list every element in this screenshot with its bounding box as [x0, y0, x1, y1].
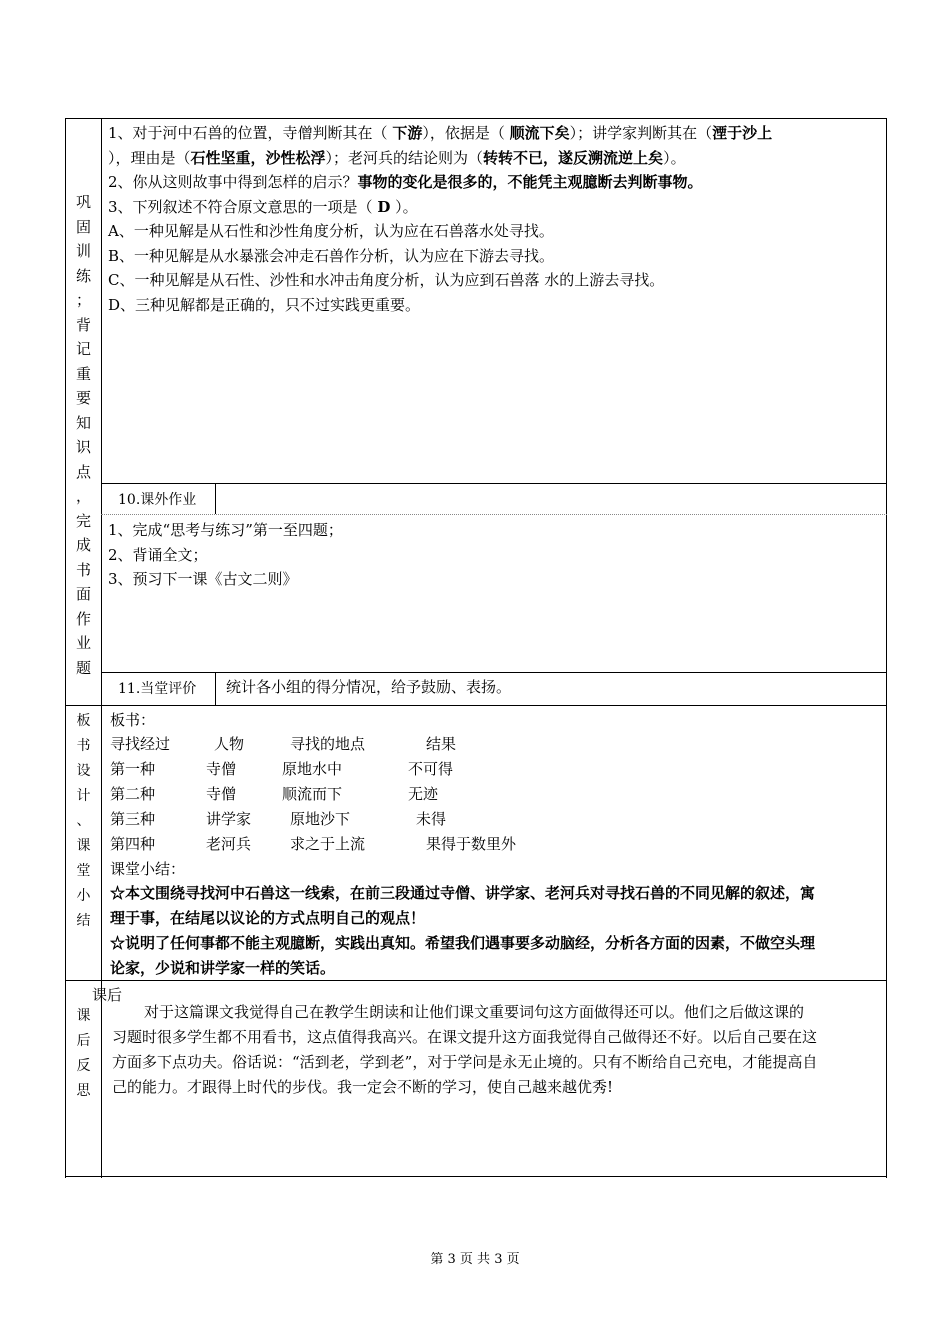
board-cell: 第二种 [110, 785, 156, 803]
label-column-divider [101, 118, 102, 1178]
board-cell: 第四种 [110, 835, 156, 853]
table-top-border [65, 118, 887, 119]
board-cell: 求之于上流 [290, 835, 366, 853]
reflection-label-char: 课 [76, 1008, 91, 1024]
section1-label-char: 题 [75, 658, 91, 677]
option-b: B、一种见解是从水暴涨会冲走石兽作分析，认为应在下游去寻找。 [108, 246, 555, 265]
homework-item: 3、预习下一课《古文二则》 [108, 570, 298, 588]
board-label-char: 堂 [76, 862, 91, 879]
board-label-char: 计 [76, 787, 91, 804]
board-row [110, 807, 610, 832]
board-cell: 无迹 [408, 785, 439, 803]
board-header-cell: 结果 [426, 735, 457, 753]
section1-label-char: 固 [75, 217, 91, 236]
answer-scholar: 湮于沙上 [712, 124, 773, 142]
summary-2-line-1: ☆说明了任何事都不能主观臆断，实践出真知。希望我们遇事要多动脑经，分析各方面的因素，不做空头理 [110, 934, 816, 952]
board-cell: 原地水中 [282, 760, 343, 778]
board-cell: 顺流而下 [282, 785, 343, 803]
section1-label-char: 背 [75, 315, 91, 334]
section1-label [66, 180, 101, 690]
homework-label: 10.课外作业 [118, 492, 197, 508]
answer-downstream: 下游 [392, 124, 423, 142]
section1-label-char: 面 [75, 585, 91, 603]
section1-label-char: 要 [75, 389, 91, 407]
answer-scholar-reason: 石性坚重，沙性松浮 [190, 148, 326, 167]
board-cell: 寺僧 [206, 760, 237, 778]
reflection-label [66, 1004, 101, 1104]
board-label-char: 板 [76, 712, 91, 729]
board-row [110, 782, 610, 807]
board-label-char: 设 [76, 762, 91, 779]
evaluation-text: 统计各小组的得分情况，给予鼓励、表扬。 [226, 678, 512, 696]
question-2: 2、你从这则故事中得到怎样的启示？事物的变化是很多的，不能凭主观臆断去判断事物。 [108, 173, 703, 191]
board-cell: 讲学家 [206, 810, 252, 828]
evaluation-row-top [101, 672, 887, 673]
evaluation-label: 11.当堂评价 [118, 681, 197, 697]
homework-item: 2、背诵全文； [108, 545, 208, 564]
board-cell: 原地沙下 [290, 810, 351, 828]
exercise-block [108, 121, 882, 317]
board-header-cell: 寻找的地点 [290, 735, 366, 753]
summary-2-line-2: 论家，少说和讲学家一样的笑话。 [110, 959, 336, 977]
reflection-label-char: 反 [76, 1058, 91, 1074]
section1-label-char: ； [75, 291, 91, 309]
section1-label-char: 练 [75, 266, 91, 285]
reflection-line: 习题时很多学生都不用看书，这点值得我高兴。在课文提升这方面我觉得自己做得还不好。以后自己要在这 [112, 1028, 818, 1046]
summary-1-line-1: ☆本文围绕寻找河中石兽这一线索，在前三段通过寺僧、讲学家、老河兵对寻找石兽的不同见解的叙述，寓 [110, 884, 816, 902]
section1-label-char: 作 [75, 609, 91, 628]
page-footer: 第 3 页 共 3 页 [430, 1252, 520, 1267]
board-header-row [110, 732, 610, 757]
board-label-char: 结 [76, 912, 91, 929]
board-cell: 寺僧 [206, 785, 237, 803]
homework-list [108, 518, 343, 592]
board-row [110, 832, 610, 857]
reflection-heading: 课后 [92, 986, 123, 1004]
board-cell: 未得 [416, 810, 447, 828]
evaluation-label-divider [215, 672, 216, 705]
board-label-char: 课 [76, 837, 91, 854]
table-right-border [886, 118, 887, 1178]
summary-title: 课堂小结： [110, 860, 186, 878]
section1-label-char: 完 [75, 511, 91, 530]
homework-row-bottom [101, 514, 887, 515]
homework-item: 1、完成“思考与练习”第一至四题； [108, 521, 343, 539]
homework-row-top [101, 483, 887, 484]
row-divider-board [65, 705, 887, 706]
section1-label-char: ， [75, 487, 91, 505]
table-bottom-border [65, 1176, 887, 1177]
section1-label-char: 知 [75, 413, 91, 432]
answer-soldier: 转转不已，遂反溯流逆上矣 [483, 148, 664, 167]
answer-choice: D [377, 197, 391, 216]
board-header-cell: 寻找经过 [110, 735, 171, 753]
board-label-char: 小 [76, 887, 91, 904]
board-header-cell: 人物 [214, 735, 245, 753]
option-a: A、一种见解是从石性和沙性角度分析，认为应在石兽落水处寻找。 [108, 222, 554, 240]
board-cell: 第三种 [110, 810, 156, 828]
question-1-line-2: ），理由是（石性坚重，沙性松浮）；老河兵的结论则为（转转不已，遂反溯流逆上矣）。 [108, 148, 686, 167]
reflection-line: 方面多下点功夫。俗话说：“活到老，学到老”，对于学问是永无止境的。只有不断给自己充电，才能提高自 [112, 1053, 818, 1071]
answer-reason: 顺流下矣 [509, 124, 570, 142]
board-cell: 第一种 [110, 760, 156, 778]
section1-label-char: 书 [75, 560, 91, 579]
section1-label-char: 重 [75, 364, 91, 383]
section1-label-char: 业 [75, 634, 91, 652]
section1-label-char: 巩 [75, 193, 91, 211]
board-cell: 果得于数里外 [426, 835, 517, 853]
homework-label-divider [215, 483, 216, 514]
board-label-char: 书 [76, 737, 91, 754]
section1-label-char: 点 [75, 462, 91, 481]
reflection-line: 对于这篇课文我觉得自己在教学生朗读和让他们课文重要词句这方面做得还可以。他们之后做这课的 [144, 1003, 805, 1021]
reflection-line: 己的能力。才跟得上时代的步伐。我一定会不断的学习，使自己越来越优秀! [112, 1078, 614, 1096]
reflection-label-char: 思 [76, 1083, 91, 1099]
board-title: 板书： [110, 711, 156, 729]
summary-1-line-2: 理于事，在结尾以议论的方式点明自己的观点！ [110, 909, 426, 927]
section1-label-char: 训 [75, 242, 91, 260]
option-c: C、一种见解是从石性、沙性和水冲击角度分析，认为应到石兽落 水的上游去寻找。 [108, 271, 665, 289]
board-label [66, 706, 101, 936]
section1-label-char: 记 [75, 340, 91, 358]
section1-label-char: 识 [75, 438, 91, 456]
board-row [110, 757, 610, 782]
question-3: 3、下列叙述不符合原文意思的一项是（ D ）。 [108, 197, 418, 216]
reflection-body [112, 1000, 882, 1100]
reflection-label-char: 后 [76, 1033, 91, 1049]
board-cell: 老河兵 [206, 835, 252, 853]
board-label-char: 、 [76, 812, 91, 829]
section1-label-char: 成 [75, 536, 91, 554]
summary-block [110, 881, 882, 981]
answer-lesson: 事物的变化是很多的，不能凭主观臆断去判断事物。 [357, 173, 703, 191]
board-cell: 不可得 [408, 760, 454, 778]
question-1-line-1: 1、对于河中石兽的位置，寺僧判断其在（ 下游），依据是（ 顺流下矣）；讲学家判断其在（湮于沙上 [108, 124, 773, 142]
option-d: D、三种见解都是正确的，只不过实践更重要。 [108, 295, 421, 314]
